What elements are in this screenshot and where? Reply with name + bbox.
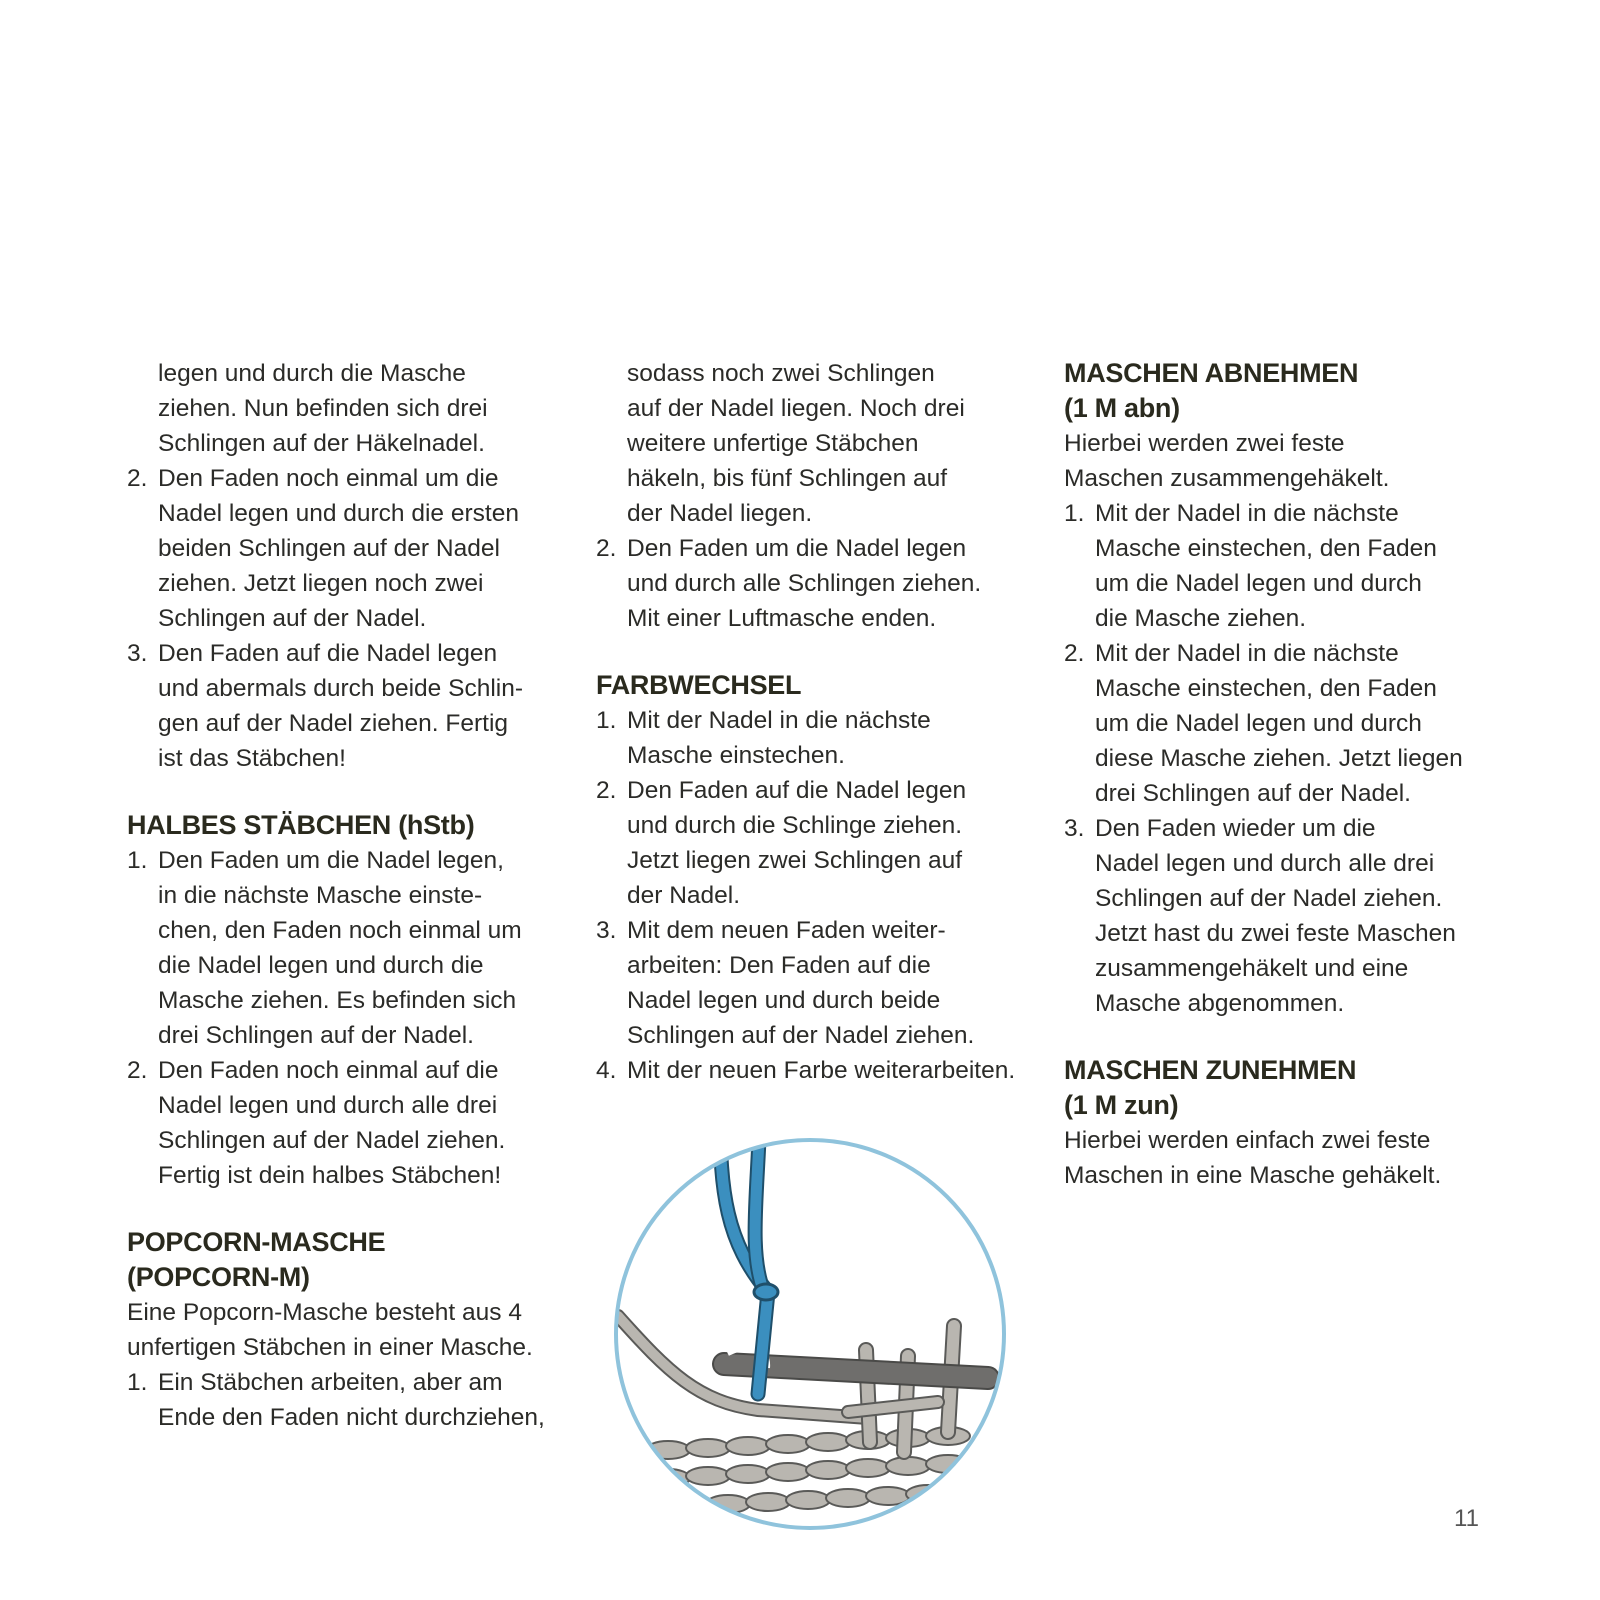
list-number: 1. bbox=[596, 707, 617, 734]
list-number: 2. bbox=[1064, 640, 1085, 667]
stitch-row-icon bbox=[646, 1427, 970, 1515]
text-line: Den Faden auf die Nadel legen bbox=[158, 640, 498, 667]
list-number: 2. bbox=[596, 777, 617, 804]
list-item bbox=[1064, 496, 1504, 636]
text-line: Den Faden auf die Nadel legen bbox=[627, 777, 967, 804]
section-heading: HALBES STÄBCHEN (hStb) bbox=[127, 810, 475, 840]
text-line: ist das Stäbchen! bbox=[158, 745, 346, 772]
list-number: 1. bbox=[1064, 500, 1085, 527]
spacer bbox=[127, 776, 557, 808]
illustration-svg bbox=[608, 1132, 1012, 1536]
section-heading-sub: (1 M zun) bbox=[1064, 1090, 1179, 1120]
text-line: ziehen. Jetzt liegen noch zwei bbox=[158, 570, 484, 597]
spacer bbox=[127, 1193, 557, 1225]
list-item bbox=[596, 913, 1036, 1053]
text-line: Eine Popcorn-Masche besteht aus 4 bbox=[127, 1299, 522, 1326]
column-2 bbox=[596, 356, 1036, 1088]
text-line: gen auf der Nadel ziehen. Fertig bbox=[158, 710, 509, 737]
text-line: Schlingen auf der Nadel ziehen. bbox=[627, 1022, 975, 1049]
text-line: Masche abgenommen. bbox=[1095, 990, 1345, 1017]
text-line: der Nadel liegen. bbox=[627, 500, 813, 527]
list-item bbox=[127, 1053, 557, 1193]
text-line: und durch die Schlinge ziehen. bbox=[627, 812, 963, 839]
text-line: unfertigen Stäbchen in einer Masche. bbox=[127, 1334, 533, 1361]
list-number: 3. bbox=[596, 917, 617, 944]
column-3 bbox=[1064, 356, 1504, 1193]
list-item bbox=[127, 461, 557, 636]
text-line: zusammengehäkelt und eine bbox=[1095, 955, 1409, 982]
text-line: Den Faden noch einmal um die bbox=[158, 465, 499, 492]
list-item bbox=[1064, 811, 1504, 1021]
text-line: Mit der Nadel in die nächste bbox=[1095, 640, 1399, 667]
text-line: Masche einstechen, den Faden bbox=[1095, 675, 1437, 702]
text-line: Nadel legen und durch die ersten bbox=[158, 500, 519, 527]
text-line: Mit einer Luftmasche enden. bbox=[627, 605, 937, 632]
text-line: Den Faden noch einmal auf die bbox=[158, 1057, 499, 1084]
list-number: 4. bbox=[596, 1057, 617, 1084]
text-line: in die nächste Masche einste- bbox=[158, 882, 483, 909]
list-item bbox=[1064, 636, 1504, 811]
section-heading: POPCORN-MASCHE bbox=[127, 1227, 386, 1257]
list-number: 3. bbox=[1064, 815, 1085, 842]
text-line: und abermals durch beide Schlin- bbox=[158, 675, 523, 702]
text-line: Nadel legen und durch alle drei bbox=[158, 1092, 498, 1119]
text-line: Mit dem neuen Faden weiter- bbox=[627, 917, 946, 944]
illustration-content bbox=[618, 1132, 988, 1515]
text-line: Schlingen auf der Nadel ziehen. bbox=[158, 1127, 506, 1154]
section-heading: FARBWECHSEL bbox=[596, 670, 802, 700]
text-line: Fertig ist dein halbes Stäbchen! bbox=[158, 1162, 502, 1189]
text-line: häkeln, bis fünf Schlingen auf bbox=[627, 465, 948, 492]
list-number: 1. bbox=[127, 1369, 148, 1396]
section-heading-sub: (POPCORN-M) bbox=[127, 1262, 310, 1292]
list-item bbox=[596, 773, 1036, 913]
crochet-hook-color-change-icon bbox=[608, 1132, 1012, 1536]
text-line: der Nadel. bbox=[627, 882, 741, 909]
text-line: Den Faden wieder um die bbox=[1095, 815, 1376, 842]
text-line: Mit der Nadel in die nächste bbox=[627, 707, 931, 734]
text-line: Hierbei werden einfach zwei feste bbox=[1064, 1127, 1431, 1154]
text-line: sodass noch zwei Schlingen bbox=[627, 360, 935, 387]
list-number: 3. bbox=[127, 640, 148, 667]
text-line: Den Faden um die Nadel legen, bbox=[158, 847, 504, 874]
text-line: Mit der Nadel in die nächste bbox=[1095, 500, 1399, 527]
text-line: legen und durch die Masche bbox=[158, 360, 466, 387]
spacer bbox=[596, 636, 1036, 668]
list-number: 2. bbox=[127, 465, 148, 492]
text-line: beiden Schlingen auf der Nadel bbox=[158, 535, 500, 562]
list-item bbox=[596, 1053, 1036, 1088]
text-line: Jetzt liegen zwei Schlingen auf bbox=[627, 847, 963, 874]
list-item bbox=[127, 1365, 557, 1435]
text-line: Ein Stäbchen arbeiten, aber am bbox=[158, 1369, 503, 1396]
text-line: ziehen. Nun befinden sich drei bbox=[158, 395, 488, 422]
text-line: Den Faden um die Nadel legen bbox=[627, 535, 967, 562]
text-line: die Nadel legen und durch die bbox=[158, 952, 484, 979]
text-line: drei Schlingen auf der Nadel. bbox=[158, 1022, 474, 1049]
text-line: um die Nadel legen und durch bbox=[1095, 570, 1422, 597]
list-number: 1. bbox=[127, 847, 148, 874]
text-line: die Masche ziehen. bbox=[1095, 605, 1307, 632]
text-line: Maschen zusammengehäkelt. bbox=[1064, 465, 1390, 492]
list-item bbox=[127, 636, 557, 776]
text-line: Hierbei werden zwei feste bbox=[1064, 430, 1345, 457]
text-line: auf der Nadel liegen. Noch drei bbox=[627, 395, 965, 422]
text-line: Schlingen auf der Häkelnadel. bbox=[158, 430, 485, 457]
text-line: Jetzt hast du zwei feste Maschen bbox=[1095, 920, 1456, 947]
text-line: arbeiten: Den Faden auf die bbox=[627, 952, 931, 979]
list-item bbox=[127, 843, 557, 1053]
text-line: drei Schlingen auf der Nadel. bbox=[1095, 780, 1411, 807]
section-heading: MASCHEN ZUNEHMEN bbox=[1064, 1055, 1357, 1085]
list-number: 2. bbox=[596, 535, 617, 562]
column-1 bbox=[127, 356, 557, 1435]
spacer bbox=[1064, 1021, 1504, 1053]
page-number: 11 bbox=[1454, 1505, 1479, 1532]
text-line: Ende den Faden nicht durchziehen, bbox=[158, 1404, 545, 1431]
text-line: Maschen in eine Masche gehäkelt. bbox=[1064, 1162, 1442, 1189]
list-number: 2. bbox=[127, 1057, 148, 1084]
text-line: Nadel legen und durch beide bbox=[627, 987, 941, 1014]
text-line: um die Nadel legen und durch bbox=[1095, 710, 1422, 737]
text-line: und durch alle Schlingen ziehen. bbox=[627, 570, 982, 597]
text-line: Nadel legen und durch alle drei bbox=[1095, 850, 1435, 877]
list-item bbox=[596, 703, 1036, 773]
text-line: Masche einstechen. bbox=[627, 742, 845, 769]
text-line: Schlingen auf der Nadel ziehen. bbox=[1095, 885, 1443, 912]
section-heading: MASCHEN ABNEHMEN bbox=[1064, 358, 1359, 388]
section-heading-sub: (1 M abn) bbox=[1064, 393, 1180, 423]
text-line: weitere unfertige Stäbchen bbox=[627, 430, 919, 457]
text-line: Mit der neuen Farbe weiterarbeiten. bbox=[627, 1057, 1016, 1084]
text-line: diese Masche ziehen. Jetzt liegen bbox=[1095, 745, 1463, 772]
text-line: chen, den Faden noch einmal um bbox=[158, 917, 522, 944]
text-line: Schlingen auf der Nadel. bbox=[158, 605, 427, 632]
list-item bbox=[596, 531, 1036, 636]
text-line: Masche ziehen. Es befinden sich bbox=[158, 987, 517, 1014]
text-line: Masche einstechen, den Faden bbox=[1095, 535, 1437, 562]
